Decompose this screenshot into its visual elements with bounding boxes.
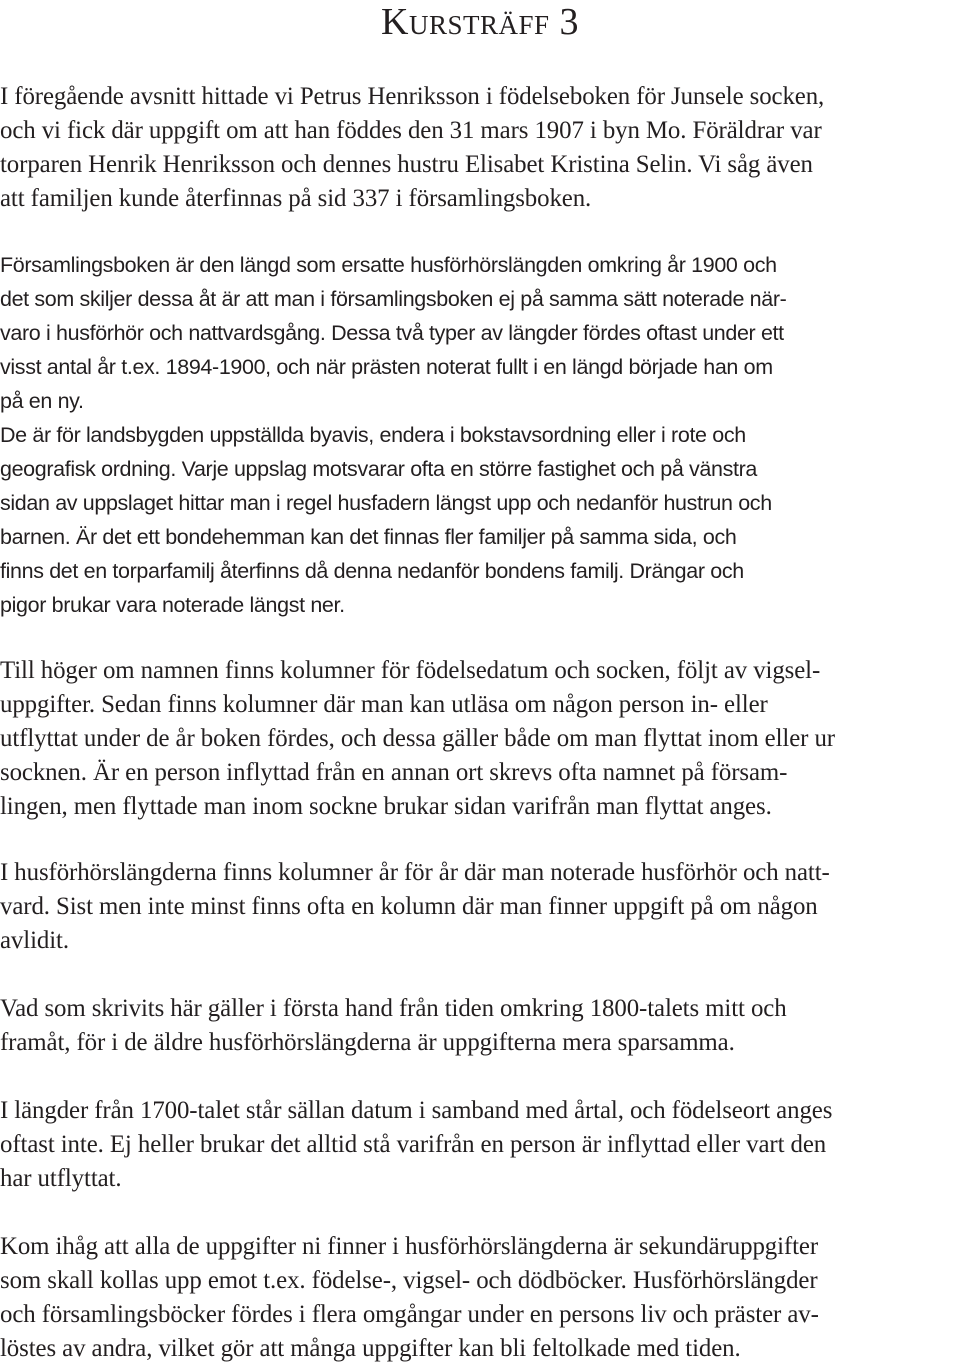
paragraph-line: det som skiljer dessa åt är att man i församlingsboken ej på samma sätt noterade när- <box>0 287 787 311</box>
paragraph-line: att familjen kunde återfinnas på sid 337 i församlingsboken. <box>0 185 592 212</box>
paragraph-line: framåt, för i de äldre husförhörslängderna är uppgifterna mera sparsamma. <box>0 1029 735 1056</box>
paragraph-5 <box>0 992 960 1060</box>
paragraph-line: och församlingsböcker fördes i flera omgångar under en persons liv och präster av- <box>0 1301 819 1328</box>
paragraph-line: och vi fick där uppgift om att han föddes den 31 mars 1907 i byn Mo. Föräldrar var <box>0 117 822 144</box>
paragraph-line: finns det en torparfamilj återfinns då denna nedanför bondens familj. Drängar och <box>0 559 744 583</box>
paragraph-line: som skall kollas upp emot t.ex. födelse-, vigsel- och dödböcker. Husförhörslängder <box>0 1267 818 1294</box>
paragraph-line: varo i husförhör och nattvardsgång. Dessa två typer av längder fördes oftast under ett <box>0 321 784 345</box>
paragraph-line: sidan av uppslaget hittar man i regel husfadern längst upp och nedanför hustrun och <box>0 491 772 515</box>
paragraph-line: Till höger om namnen finns kolumner för födelsedatum och socken, följt av vigsel- <box>0 657 821 684</box>
paragraph-line: vard. Sist men inte minst finns ofta en kolumn där man finner uppgift på om någon <box>0 893 818 920</box>
paragraph-line: pigor brukar vara noterade längst ner. <box>0 593 345 617</box>
paragraph-line: har utflyttat. <box>0 1165 122 1192</box>
paragraph-line: torparen Henrik Henriksson och dennes hustru Elisabet Kristina Selin. Vi såg även <box>0 151 813 178</box>
paragraph-line: I husförhörslängderna finns kolumner år för år där man noterade husförhör och natt- <box>0 859 830 886</box>
paragraph-6 <box>0 1094 960 1196</box>
paragraph-3 <box>0 654 960 824</box>
paragraph-1 <box>0 80 960 216</box>
paragraph-4 <box>0 856 960 958</box>
paragraph-2 <box>0 248 960 622</box>
page-title: Kursträff 3 <box>381 1 579 43</box>
paragraph-7 <box>0 1230 960 1366</box>
paragraph-line: De är för landsbygden uppställda byavis, endera i bokstavsordning eller i rote och <box>0 423 746 447</box>
paragraph-line: utflyttat under de år boken fördes, och dessa gäller både om man flyttat inom eller ur <box>0 725 835 752</box>
paragraph-line: barnen. Är det ett bondehemman kan det finnas fler familjer på samma sida, och <box>0 525 737 549</box>
paragraph-line: socknen. Är en person inflyttad från en annan ort skrevs ofta namnet på försam- <box>0 759 788 786</box>
paragraph-line: lingen, men flyttade man inom sockne brukar sidan varifrån man flyttat anges. <box>0 793 772 820</box>
paragraph-line: geografisk ordning. Varje uppslag motsvarar ofta en större fastighet och på vänstra <box>0 457 757 481</box>
paragraph-line: oftast inte. Ej heller brukar det alltid stå varifrån en person är inflyttad eller vart den <box>0 1131 827 1158</box>
paragraph-line: uppgifter. Sedan finns kolumner där man kan utläsa om någon person in- eller <box>0 691 768 718</box>
paragraph-line: Kom ihåg att alla de uppgifter ni finner i husförhörslängderna är sekundäruppgifter <box>0 1233 819 1260</box>
paragraph-line: avlidit. <box>0 927 69 954</box>
paragraph-line: på en ny. <box>0 389 84 413</box>
paragraph-line: I föregående avsnitt hittade vi Petrus Henriksson i födelseboken för Junsele socken, <box>0 83 825 110</box>
paragraph-line: visst antal år t.ex. 1894-1900, och när prästen noterat fullt i en längd började han om <box>0 355 773 379</box>
paragraph-line: Vad som skrivits här gäller i första hand från tiden omkring 1800-talets mitt och <box>0 995 787 1022</box>
paragraph-line: I längder från 1700-talet står sällan datum i samband med årtal, och födelseort anges <box>0 1097 833 1124</box>
paragraph-line: Församlingsboken är den längd som ersatte husförhörslängden omkring år 1900 och <box>0 253 777 277</box>
paragraph-line: löstes av andra, vilket gör att många uppgifter kan bli feltolkade med tiden. <box>0 1335 741 1362</box>
